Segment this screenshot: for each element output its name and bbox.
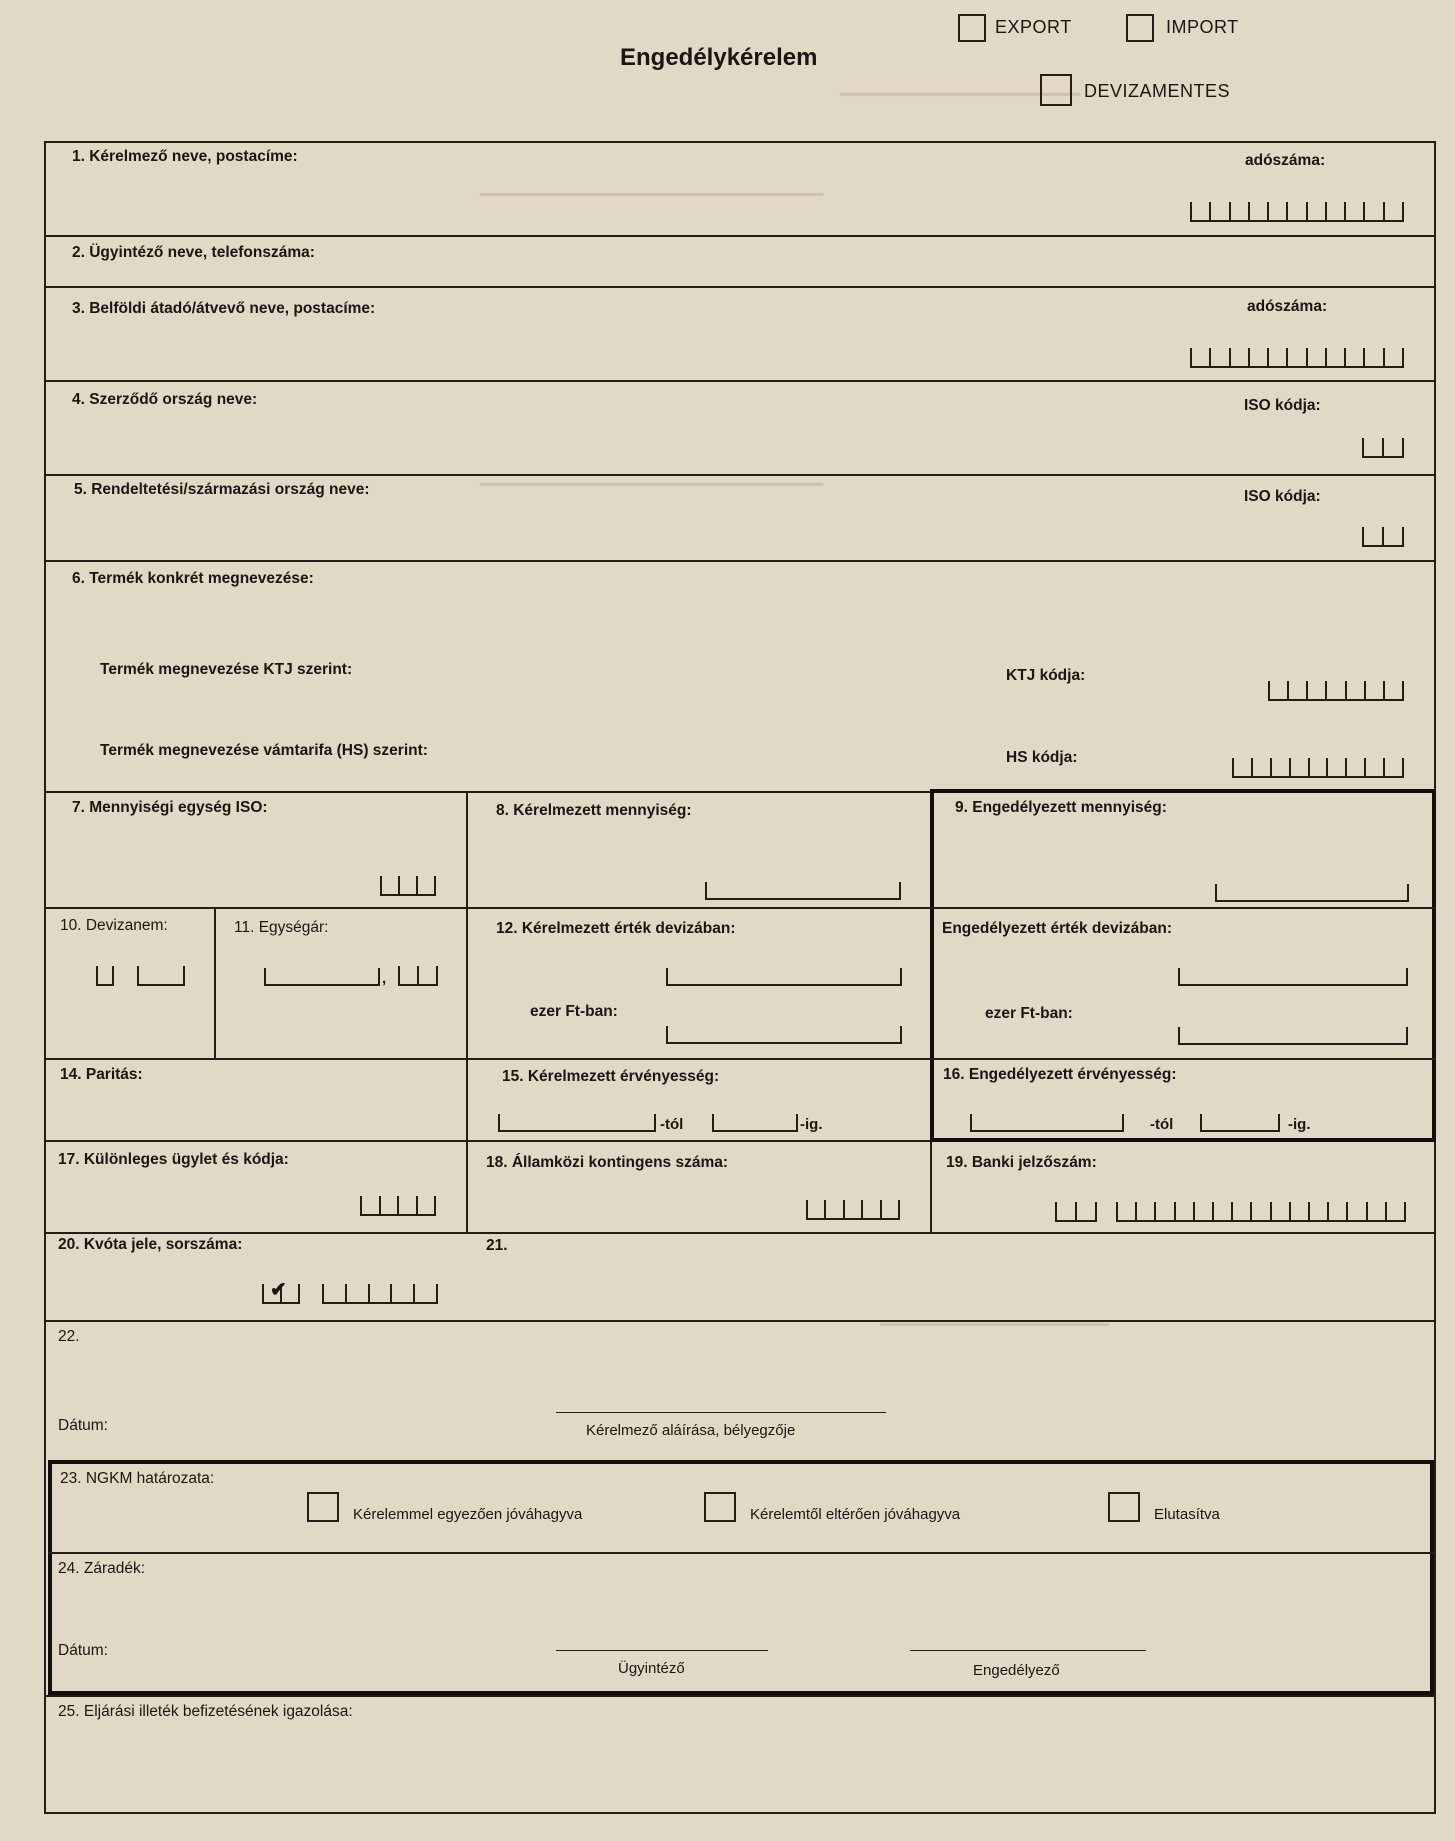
special-transaction-code-field[interactable]: [360, 1196, 436, 1216]
rule: [44, 1232, 1436, 1234]
approved-quantity-label: 9. Engedélyezett mennyiség:: [955, 799, 1167, 816]
requested-value-label: 12. Kérelmezett érték devizában:: [496, 920, 736, 937]
intergovernmental-quota-field[interactable]: [806, 1200, 900, 1220]
product-name-label: 6. Termék konkrét megnevezése:: [72, 570, 314, 587]
rejected-label: Elutasítva: [1154, 1506, 1220, 1523]
requested-value-huf-label: ezer Ft-ban:: [530, 1003, 618, 1020]
import-label: IMPORT: [1166, 17, 1239, 37]
requested-validity-label: 15. Kérelmezett érvényesség:: [502, 1068, 720, 1085]
approved-with-changes-checkbox[interactable]: [704, 1492, 736, 1522]
approved-validity-from-suffix: -tól: [1150, 1116, 1174, 1133]
bleed-through-texture: ━━━━━━━━━━━━━━━━━━━━━: [840, 85, 1081, 106]
currency-field-b[interactable]: [137, 966, 185, 986]
bleed-through-texture-2: ━━━━━━━━━━━━━━━━━━━━━━━━━━━━━━: [480, 185, 824, 206]
approved-value-huf-field[interactable]: [1178, 1027, 1408, 1045]
requested-quantity-label: 8. Kérelmezett mennyiség:: [496, 802, 692, 819]
bank-reference-prefix-field[interactable]: [1055, 1202, 1097, 1222]
unit-price-decimals-field[interactable]: [398, 966, 438, 986]
clerk-signature-line[interactable]: [556, 1650, 768, 1651]
requested-validity-to-field[interactable]: [712, 1114, 798, 1132]
approved-with-changes-label: Kérelemtől eltérően jóváhagyva: [750, 1506, 961, 1523]
export-checkbox[interactable]: [958, 14, 986, 42]
field-21-label: 21.: [486, 1237, 508, 1254]
rule: [44, 286, 1436, 288]
approved-value-huf-label: ezer Ft-ban:: [985, 1005, 1073, 1022]
rule: [44, 380, 1436, 382]
applicant-signature-caption: Kérelmező aláírása, bélyegzője: [586, 1422, 796, 1439]
quantity-unit-label: 7. Mennyiségi egység ISO:: [72, 799, 268, 816]
intergovernmental-quota-label: 18. Államközi kontingens száma:: [486, 1154, 729, 1171]
approved-value-label: Engedélyezett érték devizában:: [942, 920, 1172, 937]
rule: [44, 560, 1436, 562]
form-title: Engedélykérelem: [620, 44, 818, 71]
approved-value-currency-field[interactable]: [1178, 968, 1408, 986]
ktj-code-label: KTJ kódja:: [1006, 667, 1086, 684]
product-hs-label: Termék megnevezése vámtarifa (HS) szerint:: [100, 742, 428, 759]
applicant-signature-line[interactable]: [556, 1412, 886, 1413]
quantity-unit-iso-field[interactable]: [380, 876, 436, 896]
requested-validity-to-suffix: -ig.: [800, 1116, 823, 1133]
hs-code-label: HS kódja:: [1006, 749, 1078, 766]
approved-columns-frame: [930, 789, 1436, 1142]
special-transaction-label: 17. Különleges ügylet és kódja:: [58, 1151, 289, 1168]
bank-reference-number-field[interactable]: [1116, 1202, 1406, 1222]
contracting-country-iso-label: ISO kódja:: [1244, 397, 1321, 414]
contracting-country-iso-field[interactable]: [1362, 438, 1404, 458]
unit-price-field[interactable]: [264, 968, 380, 986]
contracting-country-label: 4. Szerződő ország neve:: [72, 391, 258, 408]
destination-country-label: 5. Rendeltetési/származási ország neve:: [74, 481, 370, 498]
requested-quantity-field[interactable]: [705, 882, 901, 900]
rule: [44, 235, 1436, 237]
unit-price-label: 11. Egységár:: [234, 919, 329, 936]
approved-validity-to-suffix: -ig.: [1288, 1116, 1311, 1133]
destination-country-iso-label: ISO kódja:: [1244, 488, 1321, 505]
requested-validity-from-field[interactable]: [498, 1114, 656, 1132]
currency-field-a[interactable]: [96, 966, 114, 986]
fee-payment-label: 25. Eljárási illeték befizetésének igazolása:: [58, 1703, 353, 1720]
rejected-checkbox[interactable]: [1108, 1492, 1140, 1522]
unit-price-separator: ,: [382, 970, 387, 987]
requested-value-huf-field[interactable]: [666, 1026, 902, 1044]
approver-caption: Engedélyező: [973, 1662, 1060, 1679]
clerk-caption: Ügyintéző: [618, 1660, 685, 1677]
bank-reference-label: 19. Banki jelzőszám:: [946, 1154, 1097, 1171]
rule: [466, 791, 468, 1232]
approved-validity-to-field[interactable]: [1200, 1114, 1280, 1132]
quota-label: 20. Kvóta jele, sorszáma:: [58, 1236, 243, 1253]
rule: [44, 1058, 932, 1060]
rule: [44, 474, 1436, 476]
quota-sign-mark: ✔: [270, 1279, 287, 1301]
rule: [930, 1140, 932, 1232]
parity-label: 14. Paritás:: [60, 1066, 143, 1083]
import-checkbox[interactable]: [1126, 14, 1154, 42]
requested-validity-from-suffix: -tól: [660, 1116, 684, 1133]
field-22-label: 22.: [58, 1328, 80, 1345]
approved-validity-from-field[interactable]: [970, 1114, 1124, 1132]
rule: [44, 907, 932, 909]
approved-validity-label: 16. Engedélyezett érvényesség:: [943, 1066, 1177, 1083]
rule: [930, 907, 1436, 909]
rule: [930, 1058, 1436, 1060]
devizamentes-checkbox[interactable]: [1040, 74, 1072, 106]
domestic-partner-tax-label: adószáma:: [1247, 298, 1328, 315]
quota-number-field[interactable]: [322, 1284, 438, 1304]
domestic-partner-tax-number-field[interactable]: [1190, 348, 1404, 368]
clause-date-label: Dátum:: [58, 1642, 108, 1659]
applicant-tax-number-field[interactable]: [1190, 202, 1404, 222]
product-ktj-label: Termék megnevezése KTJ szerint:: [100, 661, 353, 678]
domestic-partner-label: 3. Belföldi átadó/átvevő neve, postacíme:: [72, 300, 376, 317]
approved-quantity-field[interactable]: [1215, 884, 1409, 902]
rule: [44, 1320, 1436, 1322]
ktj-code-field[interactable]: [1268, 681, 1404, 701]
rule: [48, 1552, 1434, 1554]
rule: [44, 1695, 1436, 1697]
approver-signature-line[interactable]: [910, 1650, 1146, 1651]
clause-label: 24. Záradék:: [58, 1560, 146, 1577]
currency-label: 10. Devizanem:: [60, 917, 168, 934]
export-label: EXPORT: [995, 17, 1072, 37]
destination-country-iso-field[interactable]: [1362, 527, 1404, 547]
ngkm-decision-label: 23. NGKM határozata:: [60, 1470, 215, 1487]
date-label: Dátum:: [58, 1417, 108, 1434]
bleed-through-texture-3: ━━━━━━━━━━━━━━━━━━━━━━━━━━━━━━: [480, 475, 824, 496]
requested-value-currency-field[interactable]: [666, 968, 902, 986]
approved-as-requested-checkbox[interactable]: [307, 1492, 339, 1522]
bleed-through-texture-4: ━━━━━━━━━━━━━━━━━━━━: [880, 1315, 1109, 1336]
hs-code-field[interactable]: [1232, 758, 1404, 778]
approved-as-requested-label: Kérelemmel egyezően jóváhagyva: [353, 1506, 583, 1523]
applicant-name-label: 1. Kérelmező neve, postacíme:: [72, 148, 298, 165]
devizamentes-label: DEVIZAMENTES: [1084, 81, 1231, 101]
authority-section-frame: [48, 1460, 1434, 1695]
applicant-tax-label: adószáma:: [1245, 152, 1326, 169]
administrator-label: 2. Ügyintéző neve, telefonszáma:: [72, 244, 315, 261]
rule: [214, 907, 216, 1058]
